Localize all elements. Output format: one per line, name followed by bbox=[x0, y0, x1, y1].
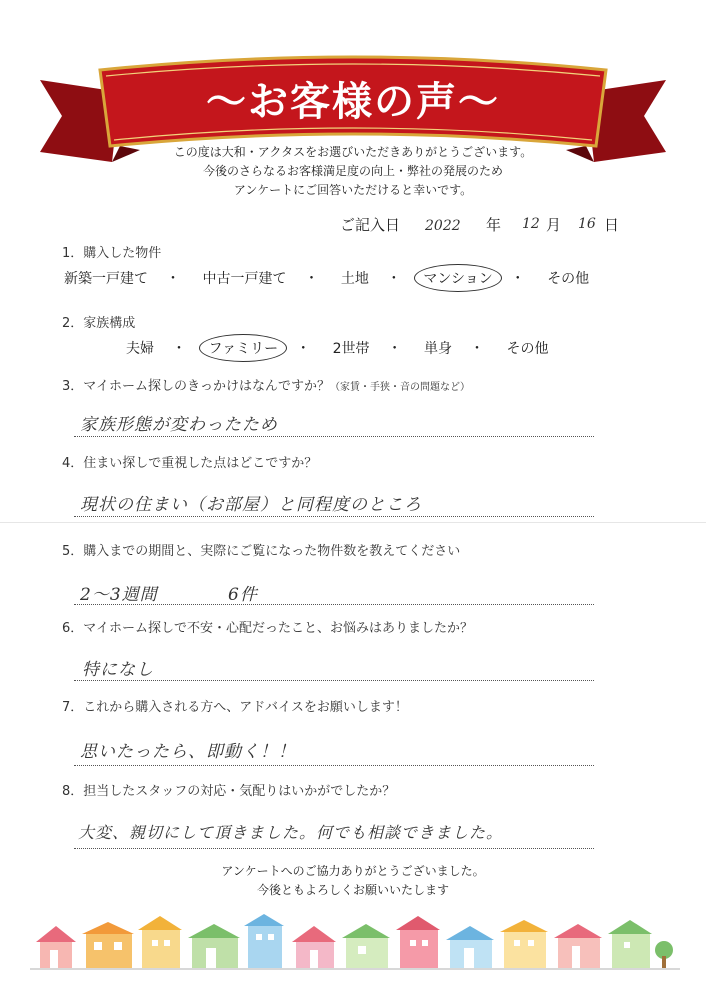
q6-answer-line bbox=[74, 680, 594, 681]
q6-question: 6．マイホーム探しで不安・心配だったこと、お悩みはありましたか？ bbox=[62, 621, 474, 636]
intro-line-2: 今後のさらなるお客様満足度の向上・弊社の発展のため bbox=[202, 164, 503, 178]
house-icon bbox=[244, 914, 284, 968]
house-icon bbox=[138, 916, 182, 968]
page-title: 〜お客様の声〜 bbox=[206, 79, 500, 125]
date-year: 2022 bbox=[425, 218, 461, 234]
intro-line-1: この度は大和・アクタスをお選びいただきありがとうございます。 bbox=[173, 145, 533, 159]
q7-answer: 思いたったら、即動く！！ bbox=[80, 742, 296, 762]
house-icon bbox=[396, 916, 440, 968]
q4-answer-line bbox=[74, 516, 594, 517]
house-icon bbox=[500, 920, 548, 968]
house-icon bbox=[188, 924, 240, 968]
q1-option-2: 中古一戸建て bbox=[202, 271, 287, 287]
q5-question: 5．購入までの期間と、実際にご覧になった物件数を教えてください bbox=[62, 544, 461, 559]
q3-question bbox=[62, 375, 470, 394]
q1-options: 新築一戸建て ・ 中古一戸建て ・ 土地 ・ マンション ・ その他 bbox=[64, 268, 589, 288]
house-icon bbox=[608, 920, 652, 968]
house-icon bbox=[446, 926, 494, 968]
q5-answer-count: 6件 bbox=[228, 585, 258, 605]
footer-thanks bbox=[0, 862, 706, 900]
q8-answer-line bbox=[74, 848, 594, 849]
date-label: ご記入日 bbox=[340, 216, 401, 234]
q2-option-1: 夫婦 bbox=[126, 341, 154, 357]
house-icon bbox=[342, 924, 390, 968]
q2-option-3: 2世帯 bbox=[332, 341, 370, 357]
intro-line-3: アンケートにご回答いただけると幸いです。 bbox=[233, 183, 473, 197]
q3-answer-line bbox=[74, 436, 594, 437]
q1-question: 1．購入した物件 bbox=[62, 246, 162, 261]
date-day-unit: 日 bbox=[604, 216, 620, 234]
q3-answer: 家族形態が変わったため bbox=[80, 415, 278, 435]
q2-options: 夫婦 ・ ファミリー ・ 2世帯 ・ 単身 ・ その他 bbox=[126, 338, 548, 358]
q1-option-3: 土地 bbox=[340, 271, 369, 287]
q4-question: 4．住まい探しで重視した点はどこですか？ bbox=[62, 456, 318, 471]
date-month-unit: 月 bbox=[546, 216, 562, 234]
date-day: 16 bbox=[578, 216, 596, 232]
q8-question: 8．担当したスタッフの対応・気配りはいかがでしたか？ bbox=[62, 784, 396, 799]
q1-option-1: 新築一戸建て bbox=[64, 271, 148, 287]
q7-answer-line bbox=[74, 765, 594, 766]
q3-question-text: 3．マイホーム探しのきっかけはなんですか？ bbox=[62, 379, 331, 394]
house-icon bbox=[82, 922, 134, 968]
q6-answer: 特になし bbox=[82, 660, 154, 680]
house-icon bbox=[554, 924, 602, 968]
q2-option-4: 単身 bbox=[424, 341, 453, 357]
date-year-unit: 年 bbox=[486, 216, 502, 234]
q5-answer-line bbox=[74, 604, 594, 605]
houses-illustration bbox=[30, 912, 680, 972]
page-fold-line bbox=[0, 522, 706, 523]
q1-option-5: その他 bbox=[547, 271, 590, 287]
q8-answer: 大変、親切にして頂きました。何でも相談できました。 bbox=[78, 823, 504, 842]
footer-line-1: アンケートへのご協力ありがとうございました。 bbox=[221, 864, 485, 878]
date-month: 12 bbox=[522, 216, 540, 232]
q2-question: 2．家族構成 bbox=[62, 316, 136, 331]
q5-answer-period: 2〜3週間 bbox=[80, 585, 158, 605]
q7-question: 7．これから購入される方へ、アドバイスをお願いします！ bbox=[62, 700, 408, 715]
q2-option-2-selected: ファミリー bbox=[199, 334, 287, 362]
q2-option-5: その他 bbox=[506, 341, 549, 357]
q1-option-4-selected: マンション bbox=[414, 264, 501, 292]
q4-answer: 現状の住まい（お部屋）と同程度のところ bbox=[80, 495, 422, 515]
house-icon bbox=[36, 926, 76, 968]
house-icon bbox=[292, 926, 336, 968]
footer-line-2: 今後ともよろしくお願いいたします bbox=[256, 883, 449, 897]
tree-icon bbox=[655, 941, 673, 968]
q3-question-note: （家賃・手狭・音の問題など） bbox=[330, 382, 471, 393]
